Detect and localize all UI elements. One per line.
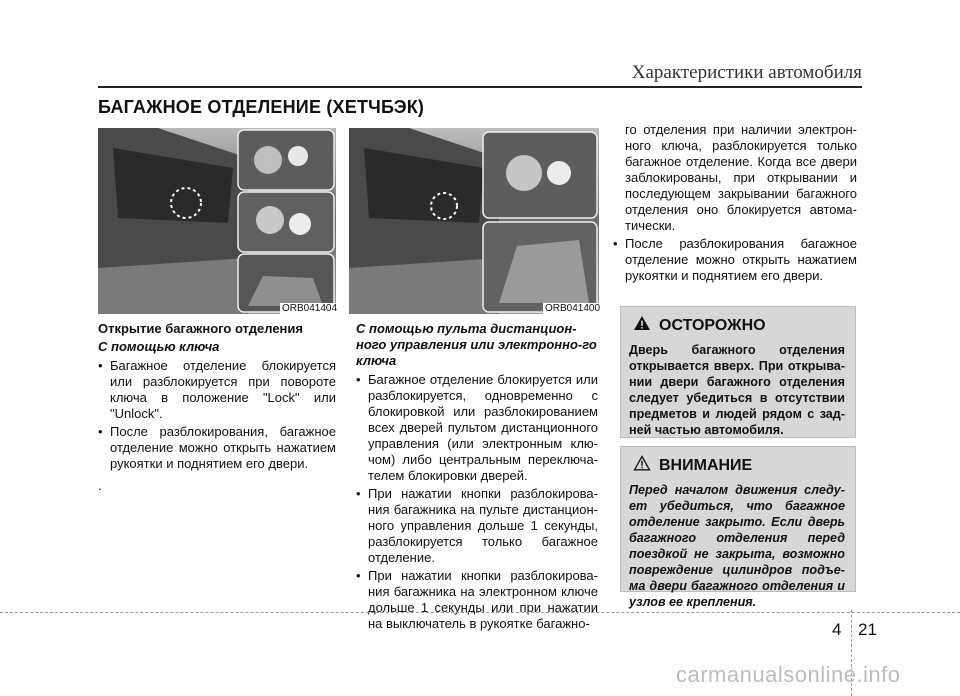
footer-dashed-rule [0,612,960,613]
figure-key-opening [98,128,336,314]
chapter-header: Характеристики автомобиля [631,62,862,83]
header-rule [98,86,862,88]
figure-remote-opening [349,128,599,314]
hatchback-remote-illustration [349,128,599,314]
list-item: • После разблокирования багажное отделение можно открыть нажатием рукоятки и поднятием его двери. [613,236,857,284]
column-2 [356,321,598,632]
figure-code-left: ORB041404 [282,303,338,314]
stray-mark: . [98,478,102,493]
notice-box [620,446,856,609]
caution-title-row [621,315,855,336]
list-item: • При нажатии кнопки разблокирова-ния багажника на пульте дистанцион-ного управления дольше 1 секунды, разблокируется только багажное отделение. [356,486,598,566]
chapter-number: 4 [832,620,842,639]
section-title: БАГАЖНОЕ ОТДЕЛЕНИЕ (ХЕТЧБЭК) [98,97,425,117]
caution-text: Дверь багажного отделения открывается вверх. При открыва-нии двери багажного отделения следует убедиться в отсутствии предметов и людей рядом с зад-ней частью автомобиля. [629,343,845,437]
watermark: carmanualsonline.info [676,662,901,687]
hatchback-key-illustration [98,128,336,314]
column-3 [613,122,857,284]
caution-outline-triangle-icon [633,455,651,476]
continued-paragraph: го отделения при наличии электрон-ного ключа, разблокируется только багажное отделение. Когда все двери заблокированы, при открывании и последующем закрывании багажного отделения оно блокируется автома-тически. [625,122,857,233]
caution-title: ОСТОРОЖНО [659,316,766,334]
method-heading-key: С помощью ключа [98,339,220,354]
figure-code-right: ORB041400 [545,303,601,314]
list-item: • При нажатии кнопки разблокирова-ния багажника на электронном ключе дольше 1 секунды или при нажатии на выключатель в рукоятке багажно- [356,568,598,632]
notice-title: ВНИМАНИЕ [659,456,753,474]
column-1 [98,321,336,494]
notice-title-row [621,455,855,476]
caution-box [620,306,856,438]
method-heading-remote: С помощью пульта дистанцион-ного управления или электронно-го ключа [356,321,597,368]
list-item: • Багажное отделение блокируется или разблокируется при повороте ключа в положение "Lock" или "Unlock". [98,358,336,422]
warning-triangle-icon [633,315,651,336]
page-number: 21 [858,620,877,639]
subsection-heading: Открытие багажного отделения [98,321,303,336]
list-item: • После разблокирования, багажное отделение можно открыть нажатием рукоятки и поднятием его двери. [98,424,336,472]
notice-text: Перед началом движения следу-ет убедиться, что багажное отделение закрыто. Если дверь багажного отделения перед поездкой не закрыта, возможно повреждение цилиндров подъе-ма двери багажного отделения и узлов ее крепления. [629,483,845,609]
list-item: • Багажное отделение блокируется или разблокируется, одновременно с блокировкой или разблокированием всех дверей пультом дистанционного управления (или электронным клю-чом) либо центральным переключа-телем блокировки дверей. [356,372,598,484]
